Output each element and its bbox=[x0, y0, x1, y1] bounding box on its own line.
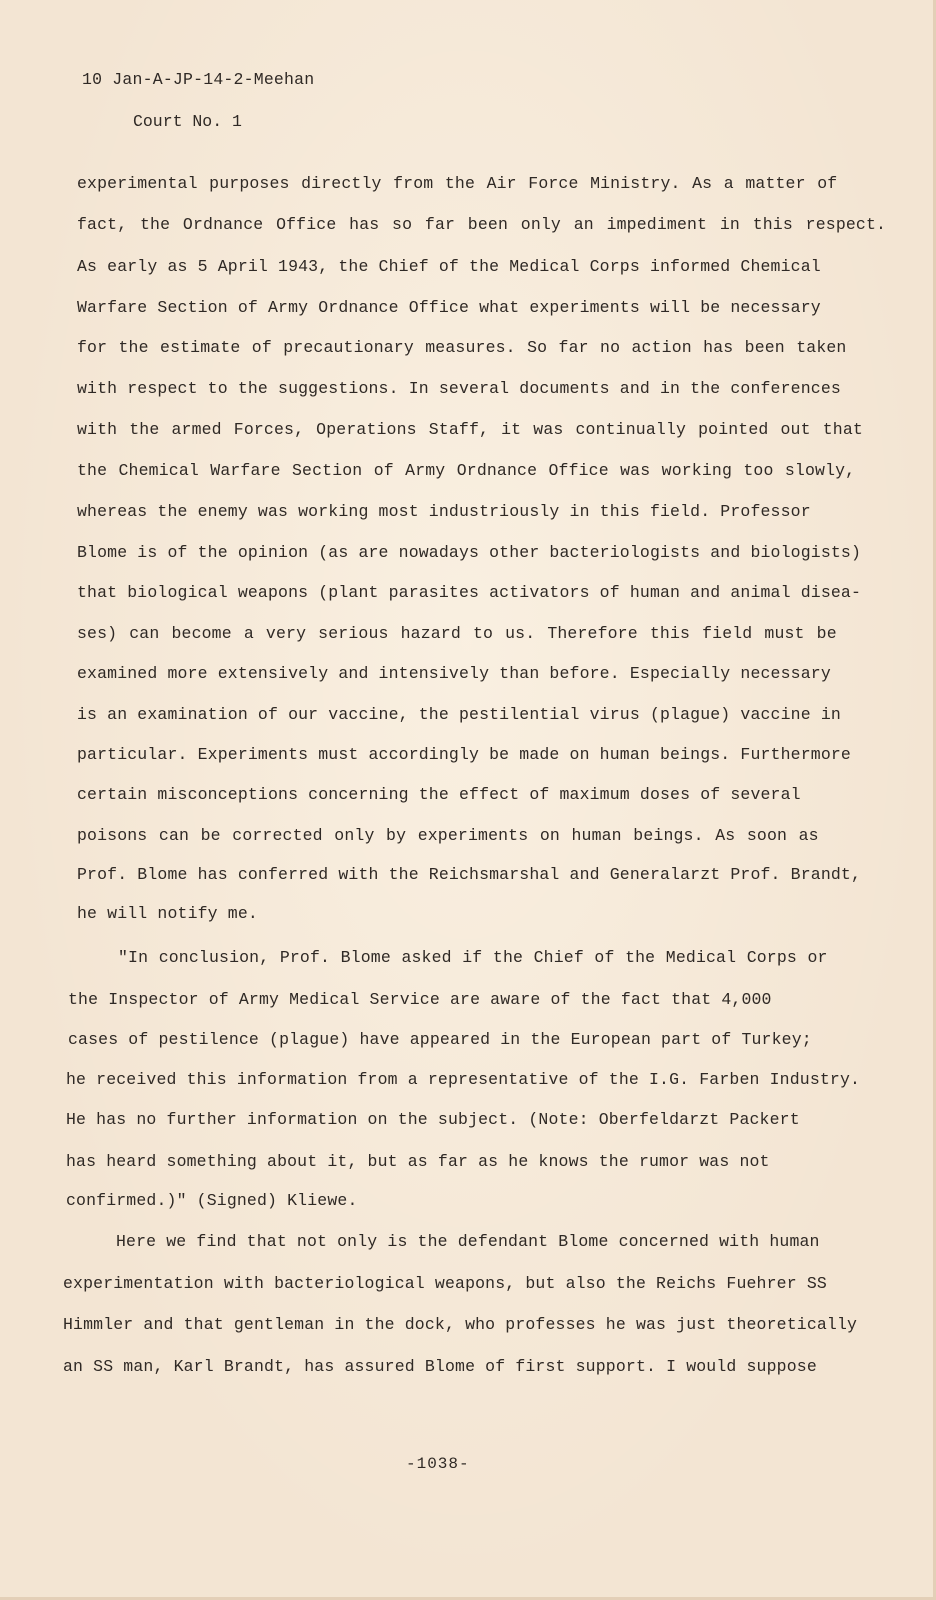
text-line: Here we find that not only is the defendant Blome concerned with human bbox=[116, 1232, 820, 1251]
document-id: 10 Jan-A-JP-14-2-Meehan bbox=[82, 70, 315, 89]
text-line: experimental purposes directly from the Air Force Ministry. As a matter of bbox=[77, 174, 838, 193]
text-line: Warfare Section of Army Ordnance Office what experiments will be necessary bbox=[77, 298, 821, 317]
text-line: fact, the Ordnance Office has so far been only an impediment in this respect. bbox=[77, 215, 887, 234]
text-line: Himmler and that gentleman in the dock, who professes he was just theoretically bbox=[63, 1315, 858, 1334]
text-line: that biological weapons (plant parasites activators of human and animal disea- bbox=[77, 583, 862, 602]
text-line: ses) can become a very serious hazard to us. Therefore this field must be bbox=[77, 624, 837, 643]
text-line: for the estimate of precautionary measures. So far no action has been taken bbox=[77, 338, 847, 357]
text-line: particular. Experiments must accordingly be made on human beings. Furthermore bbox=[77, 745, 851, 764]
text-line: the Inspector of Army Medical Service are aware of the fact that 4,000 bbox=[68, 990, 772, 1009]
text-line: experimentation with bacteriological weapons, but also the Reichs Fuehrer SS bbox=[63, 1274, 827, 1293]
text-line: Prof. Blome has conferred with the Reichsmarshal and Generalarzt Prof. Brandt, bbox=[77, 865, 862, 884]
text-line: cases of pestilence (plague) have appeared in the European part of Turkey; bbox=[68, 1030, 812, 1049]
text-line: Blome is of the opinion (as are nowadays other bacteriologists and biologists) bbox=[77, 543, 862, 562]
page-number: -1038- bbox=[406, 1455, 470, 1473]
text-line: the Chemical Warfare Section of Army Ordnance Office was working too slowly, bbox=[77, 461, 856, 480]
text-line: "In conclusion, Prof. Blome asked if the Chief of the Medical Corps or bbox=[118, 948, 828, 967]
text-line: confirmed.)" (Signed) Kliewe. bbox=[66, 1191, 358, 1210]
text-line: examined more extensively and intensively than before. Especially necessary bbox=[77, 664, 831, 683]
text-line: he will notify me. bbox=[77, 904, 258, 923]
text-line: is an examination of our vaccine, the pestilential virus (plague) vaccine in bbox=[77, 705, 841, 724]
text-line: with the armed Forces, Operations Staff, it was continually pointed out that bbox=[77, 420, 863, 439]
text-line: poisons can be corrected only by experiments on human beings. As soon as bbox=[77, 826, 819, 845]
text-line: He has no further information on the subject. (Note: Oberfeldarzt Packert bbox=[66, 1110, 800, 1129]
text-line: he received this information from a representative of the I.G. Farben Industry. bbox=[66, 1070, 861, 1089]
text-line: whereas the enemy was working most industriously in this field. Professor bbox=[77, 502, 811, 521]
text-line: As early as 5 April 1943, the Chief of the Medical Corps informed Chemical bbox=[77, 257, 821, 276]
court-number: Court No. 1 bbox=[133, 112, 242, 131]
text-line: an SS man, Karl Brandt, has assured Blome of first support. I would suppose bbox=[63, 1357, 817, 1376]
text-line: certain misconceptions concerning the effect of maximum doses of several bbox=[77, 785, 801, 804]
text-line: has heard something about it, but as far as he knows the rumor was not bbox=[66, 1152, 770, 1171]
text-line: with respect to the suggestions. In several documents and in the conferences bbox=[77, 379, 841, 398]
